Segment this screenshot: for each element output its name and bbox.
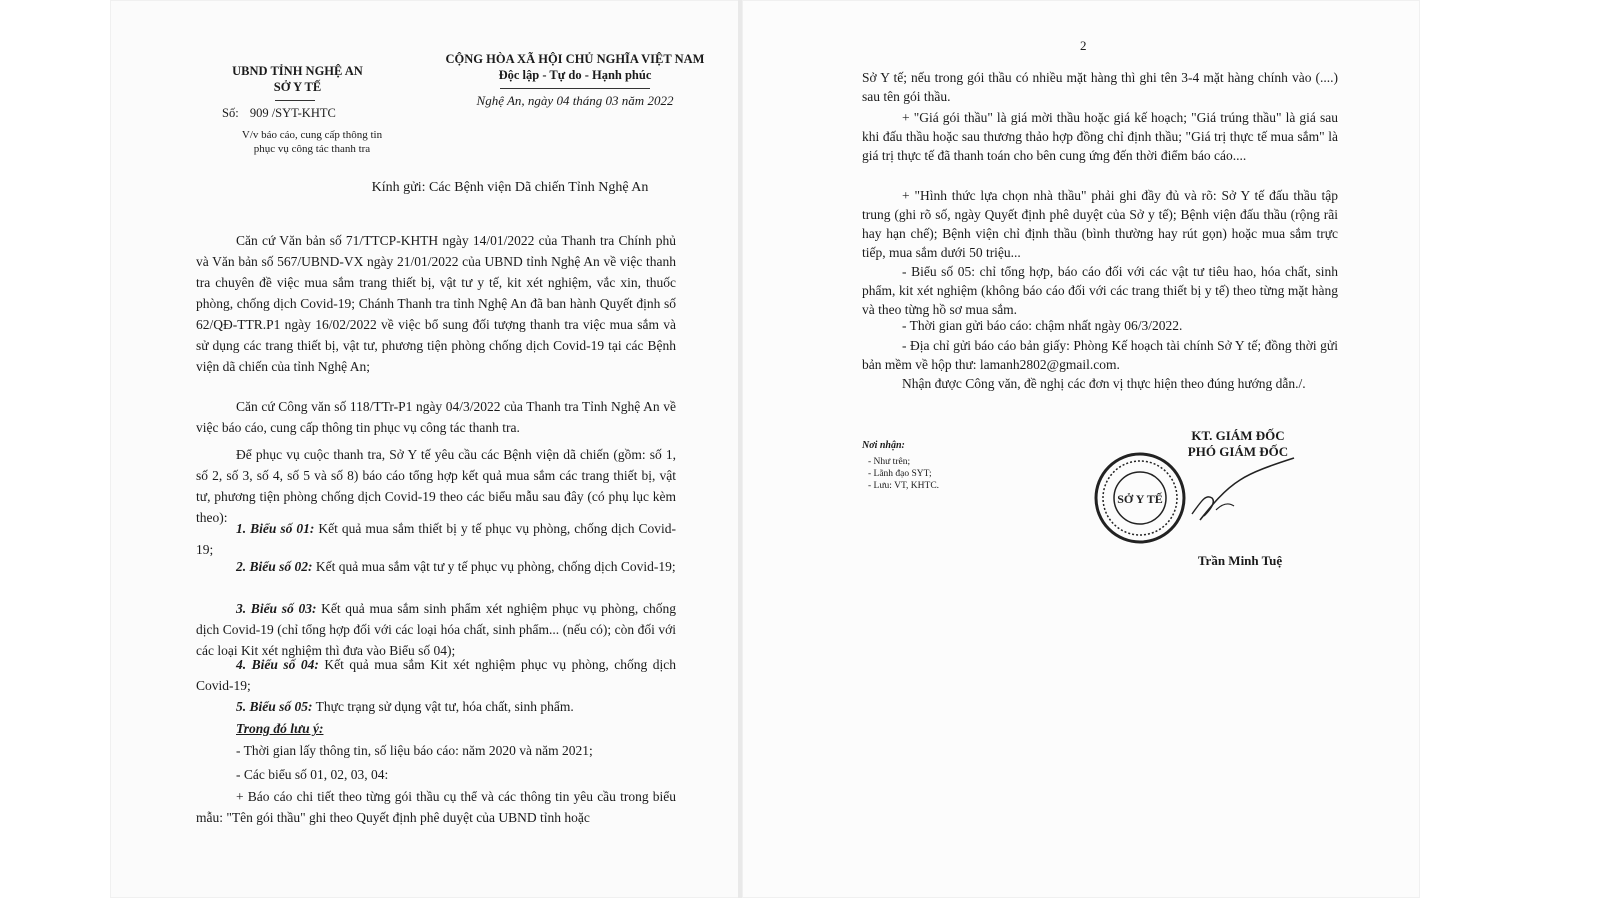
- list-item: [196, 598, 676, 661]
- body-paragraph: Sở Y tế; nếu trong gói thầu có nhiều mặt hàng thì ghi tên 3-4 mặt hàng chính vào (....) sau tên gói thầu.: [862, 70, 1338, 104]
- national-title: CỘNG HÒA XÃ HỘI CHỦ NGHĨA VIỆT NAM: [445, 52, 705, 66]
- recipients-title: Nơi nhận:: [862, 440, 905, 451]
- list-item-label: 2. Biểu số 02:: [236, 559, 313, 574]
- body-paragraph: - Thời gian gửi báo cáo: chậm nhất ngày 06/3/2022.: [902, 318, 1183, 333]
- signature-title: KT. GIÁM ĐỐC: [1191, 428, 1285, 443]
- list-item-text: Kết quả mua sắm sinh phẩm xét nghiệm phục vụ phòng, chống dịch Covid-19 (chỉ tổng hợp đối với các loại hóa chất, sinh phẩm... (nếu có); còn đối với các loại Kit xét nghiệm thì đưa vào Biểu số 04);: [196, 601, 676, 658]
- list-item-label: 4. Biểu số 04:: [236, 657, 319, 672]
- document-subject: [222, 128, 402, 156]
- doc-number-value: 909: [249, 106, 269, 120]
- list-item-text: Kết quả mua sắm thiết bị y tế phục vụ phòng, chống dịch Covid-19;: [196, 521, 676, 557]
- subject-line-1: V/v báo cáo, cung cấp thông tin: [241, 129, 383, 141]
- handwritten-signature-icon: [1182, 450, 1302, 530]
- list-item-label: 1. Biểu số 01:: [236, 521, 315, 536]
- body-paragraph: Căn cứ Công văn số 118/TTr-P1 ngày 04/3/2022 của Thanh tra Tỉnh Nghệ An về việc báo cáo, cung cấp thông tin phục vụ công tác thanh tra.: [196, 399, 676, 435]
- body-paragraph: + "Giá gói thầu" là giá mời thầu hoặc giá kế hoạch; "Giá trúng thầu" là giá sau khi đấu thầu hoặc sau thương thảo hợp đồng chỉ định thầu; "Giá trị thực tế mua sắm" là giá trị thực tế đã thanh toán cho bên cung ứng đến thời điểm báo cáo....: [862, 110, 1338, 163]
- recipient-item: - Lưu: VT, KHTC.: [868, 481, 940, 491]
- list-item-label: 5. Biểu số 05:: [236, 699, 313, 714]
- list-item-label: 3. Biểu số 03:: [236, 601, 317, 616]
- note-title: Trong đó lưu ý:: [236, 721, 324, 736]
- list-item: [196, 518, 676, 560]
- note-item: - Các biểu số 01, 02, 03, 04:: [236, 767, 389, 782]
- motto-underline: [500, 88, 650, 89]
- recipient-greeting: Kính gửi: Các Bệnh viện Dã chiến Tỉnh Nghệ An: [371, 180, 649, 195]
- body-paragraph: + "Hình thức lựa chọn nhà thầu" phải ghi đầy đủ và rõ: Sở Y tế đấu thầu tập trung (ghi rõ số, ngày Quyết định phê duyệt của Sở y tế); Bệnh viện đấu thầu (rộng rãi hay hạn chế); Bệnh viện chỉ định thầu (bình thường hay rút gọn) hoặc mua sắm trực tiếp, mua sắm dưới 50 triệu...: [862, 188, 1338, 260]
- body-paragraph: Căn cứ Văn bản số 71/TTCP-KHTH ngày 14/01/2022 của Thanh tra Chính phủ và Văn bản số 567/UBND-VX ngày 21/01/2022 của UBND tỉnh Nghệ An về việc thanh tra chuyên đề việc mua sắm trang thiết bị, vật tư y tế, kit xét nghiệm, vắc xin, thuốc phòng, chống dịch Covid-19; Chánh Thanh tra tỉnh Nghệ An đã ban hành Quyết định số 62/QĐ-TTR.P1 ngày 16/02/2022 về việc bổ sung đối tượng thanh tra việc mua sắm và sử dụng các trang thiết bị, vật tư, phương tiện phòng chống dịch Covid-19 tại các Bệnh viện dã chiến của tỉnh Nghệ An;: [196, 233, 676, 374]
- seal-text: SỞ Y TẾ: [1117, 492, 1163, 506]
- document-page-1: [110, 0, 740, 898]
- issuing-department: SỞ Y TẾ: [273, 80, 322, 94]
- official-seal-icon: [1092, 450, 1188, 546]
- issuing-authority: UBND TỈNH NGHỆ AN: [232, 64, 363, 78]
- body-paragraph: Để phục vụ cuộc thanh tra, Sở Y tế yêu cầu các Bệnh viện dã chiến (gồm: số 1, số 2, số 3, số 4, số 5 và số 8) báo cáo tổng hợp kết quả mua sắm các trang thiết bị, vật tư, phương tiện phòng chống dịch Covid-19 theo các biểu mẫu sau đây (có phụ lục kèm theo):: [196, 447, 676, 525]
- list-item: [196, 556, 676, 577]
- recipient-item: - Lãnh đạo SYT;: [868, 469, 932, 479]
- header-divider: [275, 100, 315, 101]
- page-number: 2: [1080, 38, 1087, 53]
- body-paragraph: - Biểu số 05: chỉ tổng hợp, báo cáo đối với các vật tư tiêu hao, hóa chất, sinh phẩm, kit xét nghiệm (không báo cáo đối với các trang thiết bị y tế) theo từng mặt hàng và theo từng hồ sơ mua sắm.: [862, 264, 1338, 317]
- document-number: [222, 106, 336, 121]
- list-item-text: Kết quả mua sắm Kit xét nghiệm phục vụ phòng, chống dịch Covid-19;: [196, 657, 677, 693]
- signer-name: Trần Minh Tuệ: [1197, 553, 1283, 568]
- note-item: - Thời gian lấy thông tin, số liệu báo cáo: năm 2020 và năm 2021;: [236, 743, 593, 758]
- document-page-2: [742, 0, 1420, 898]
- subject-line-2: phục vụ công tác thanh tra: [253, 143, 371, 155]
- closing-paragraph: Nhận được Công văn, đề nghị các đơn vị thực hiện theo đúng hướng dẫn./.: [902, 376, 1306, 391]
- national-motto: Độc lập - Tự do - Hạnh phúc: [498, 68, 652, 82]
- list-item: [196, 696, 676, 717]
- recipient-item: - Như trên;: [868, 457, 911, 467]
- list-item-text: Kết quả mua sắm vật tư y tế phục vụ phòng, chống dịch Covid-19;: [315, 559, 676, 574]
- place-and-date: Nghệ An, ngày 04 tháng 03 năm 2022: [476, 93, 674, 108]
- note-item: + Báo cáo chi tiết theo từng gói thầu cụ thể và các thông tin yêu cầu trong biểu mẫu: "Tên gói thầu" ghi theo Quyết định phê duyệt của UBND tỉnh hoặc: [196, 789, 676, 825]
- list-item: [196, 654, 676, 696]
- doc-number-prefix: Số:: [222, 106, 239, 120]
- list-item-text: Thực trạng sử dụng vật tư, hóa chất, sinh phẩm.: [315, 699, 574, 714]
- doc-number-code: /SYT-KHTC: [271, 106, 336, 120]
- body-paragraph: - Địa chỉ gửi báo cáo bản giấy: Phòng Kế hoạch tài chính Sở Y tế; đồng thời gửi bản mềm về hộp thư: lamanh2802@gmail.com.: [862, 338, 1338, 372]
- signature-subtitle: PHÓ GIÁM ĐỐC: [1187, 444, 1289, 459]
